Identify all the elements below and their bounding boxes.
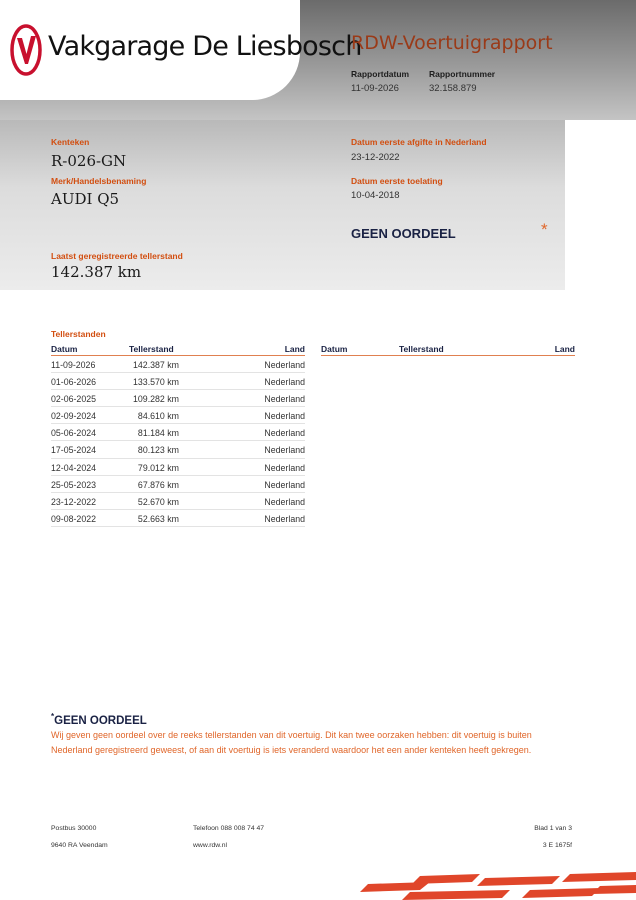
row-date: 25-05-2023 [51,479,96,490]
report-date-value: 11-09-2026 [351,83,399,94]
row-country: Nederland [264,462,305,473]
footnote-text: Wij geven geen oordeel over de reeks tellerstanden van dit voertuig. Dit kan twee oorzaken hebben: dit voertuig is buiten Nederland geregistreerd geweest, of aan dit voertuig is iets veranderd waardoor het een ander kenteken heeft gekregen. [51,730,532,756]
row-country: Nederland [264,445,305,456]
last-odometer-value: 142.387 km [51,263,142,281]
table-row [51,373,305,390]
table-row [51,459,305,476]
row-date: 09-08-2022 [51,513,96,524]
first-admission-value: 10-04-2018 [351,190,400,201]
row-odometer: 52.670 km [137,496,179,507]
table-row [51,476,305,493]
rdw-stripes-logo-icon [360,868,636,900]
table-row [51,441,305,458]
footer-page-number: Blad 1 van 3 [534,825,572,832]
row-odometer: 52.663 km [137,513,179,524]
row-country: Nederland [264,360,305,370]
col-date-header: Datum [51,344,78,354]
table-row [51,407,305,424]
row-country: Nederland [264,513,305,524]
row-country: Nederland [264,496,305,507]
row-odometer: 109.282 km [133,394,179,405]
footnote-title-text: GEEN OORDEEL [54,714,147,727]
report-number-value: 32.158.879 [429,83,477,94]
col-country-header: Land [554,344,575,354]
table-row [51,390,305,407]
col-odometer-header: Tellerstand [399,344,444,354]
row-country: Nederland [264,377,305,388]
footer-address-1: Postbus 30000 [51,825,97,832]
row-date: 11-09-2026 [51,360,96,370]
logo-card [0,0,362,100]
table-row [51,510,305,527]
row-country: Nederland [264,428,305,439]
table-row [51,493,305,510]
report-number-label: Rapportnummer [429,69,496,79]
row-odometer: 67.876 km [137,479,179,490]
row-country: Nederland [264,479,305,490]
first-nl-label: Datum eerste afgifte in Nederland [351,137,487,147]
odometer-section-title: Tellerstanden [51,329,106,339]
footnote-marker: * [51,712,55,721]
row-date: 23-12-2022 [51,496,96,507]
row-odometer: 79.012 km [137,462,179,473]
make-value: AUDI Q5 [51,190,120,208]
first-nl-value: 23-12-2022 [351,152,400,163]
row-date: 12-04-2024 [51,462,96,473]
row-odometer: 81.184 km [137,428,179,439]
plate-label: Kenteken [51,137,90,147]
table-header [51,343,305,356]
col-odometer-header: Tellerstand [129,344,174,354]
row-odometer: 133.570 km [133,377,179,388]
last-odometer-label: Laatst geregistreerde tellerstand [51,251,183,261]
col-date-header: Datum [321,344,348,354]
row-odometer: 142.387 km [133,360,179,370]
col-country-header: Land [284,344,305,354]
footer-website[interactable]: www.rdw.nl [193,842,227,849]
table-row [51,424,305,441]
make-label: Merk/Handelsbenaming [51,176,147,186]
footer-phone: Telefoon 088 008 74 47 [193,825,265,832]
table-header [321,343,575,356]
row-odometer: 84.610 km [137,411,179,422]
row-odometer: 80.123 km [137,445,179,456]
row-date: 05-06-2024 [51,428,96,439]
row-country: Nederland [264,394,305,405]
report-date-label: Rapportdatum [351,69,410,79]
brand-name: Vakgarage De Liesbosch [48,31,362,62]
row-date: 02-09-2024 [51,411,96,422]
verdict-text: GEEN OORDEEL [351,226,456,241]
row-country: Nederland [264,411,305,422]
plate-value: R-026-GN [51,152,127,170]
table-row [51,356,305,373]
footnote-title [51,712,147,727]
footer-document-code: 3 E 1675f [542,842,572,849]
row-date: 02-06-2025 [51,394,96,405]
verdict-footnote-marker: * [541,220,548,239]
row-date: 17-05-2024 [51,445,96,456]
brand-logo-icon [10,24,42,76]
odometer-table-right [321,343,575,356]
first-admission-label: Datum eerste toelating [351,176,443,186]
row-date: 01-06-2026 [51,377,96,388]
report-title: RDW-Voertuigrapport [351,32,553,54]
footer-address-2: 9640 RA Veendam [51,842,108,849]
odometer-table-left [51,343,305,527]
